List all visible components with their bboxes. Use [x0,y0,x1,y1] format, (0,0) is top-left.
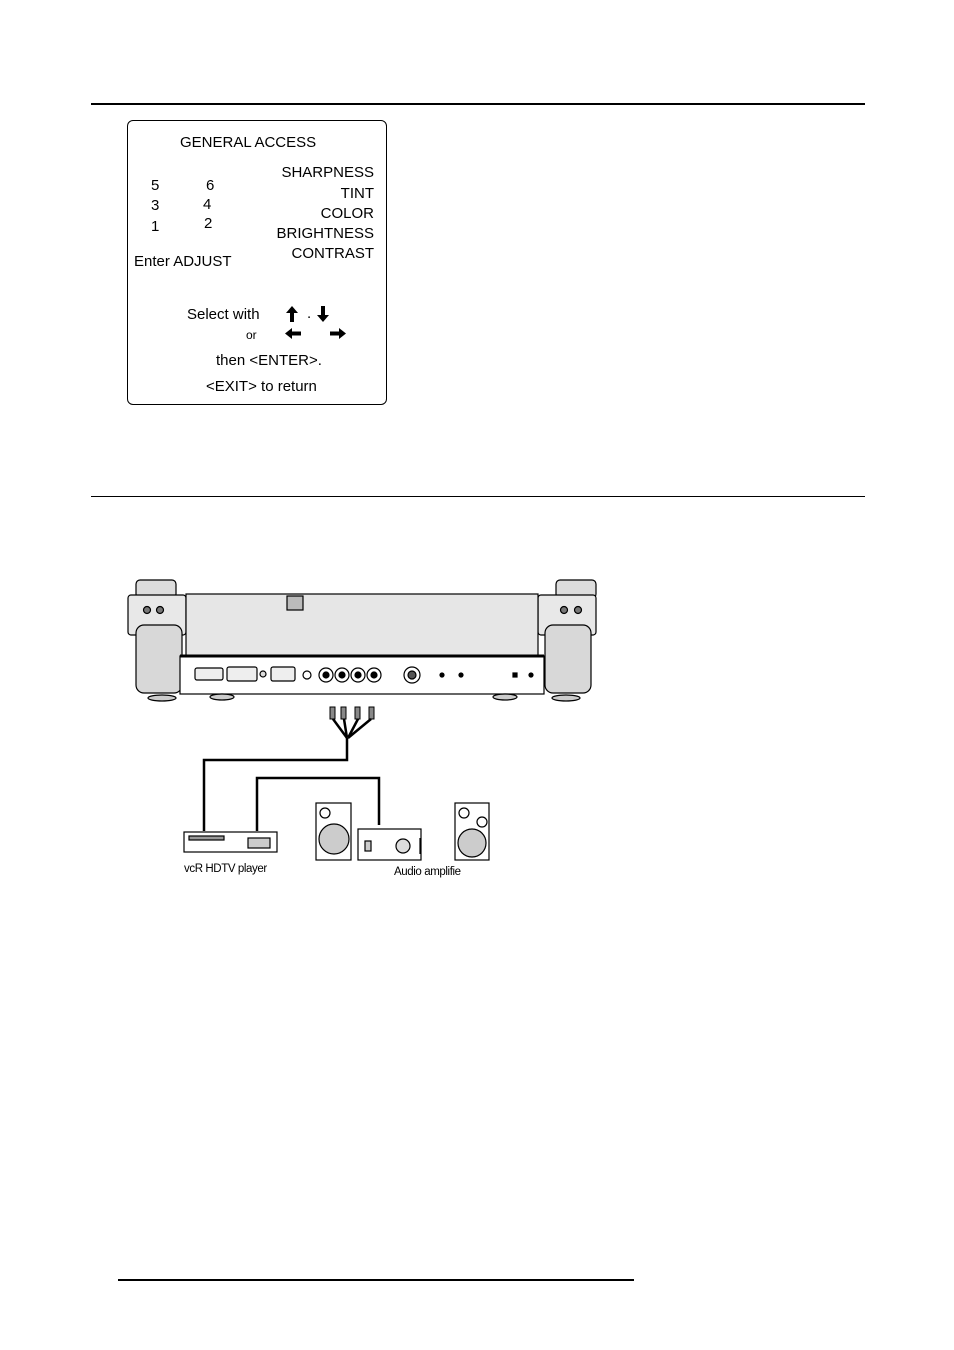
menu-number-6: 6 [206,177,215,194]
menu-option-brightness: BRIGHTNESS [276,225,374,242]
rca-plugs [330,707,374,719]
arrow-separator: . [307,305,312,322]
menu-number-1: 1 [151,218,160,235]
then-enter-text: then <ENTER>. [216,352,322,369]
vcr-device [184,832,277,852]
enter-adjust-text: Enter ADJUST [134,253,232,270]
menu-title: GENERAL ACCESS [180,134,317,151]
menu-number-4: 4 [203,196,212,213]
vcr-label: vcR HDTV player [184,863,267,875]
menu-option-sharpness: SHARPNESS [281,164,374,181]
menu-number-3: 3 [151,197,160,214]
projector-rear-view [128,580,596,701]
menu-option-tint: TINT [340,185,374,202]
exit-return-text: <EXIT> to return [206,378,317,395]
amplifier-label: Audio amplifie [394,866,461,878]
audio-system [316,803,489,860]
cables [204,719,379,831]
menu-number-5: 5 [151,177,160,194]
menu-option-contrast: CONTRAST [291,245,374,262]
select-with-text: Select with [187,306,260,323]
footer-rule [118,1279,634,1281]
menu-number-2: 2 [204,215,213,232]
menu-option-color: COLOR [320,205,374,222]
or-text: or [246,328,257,342]
